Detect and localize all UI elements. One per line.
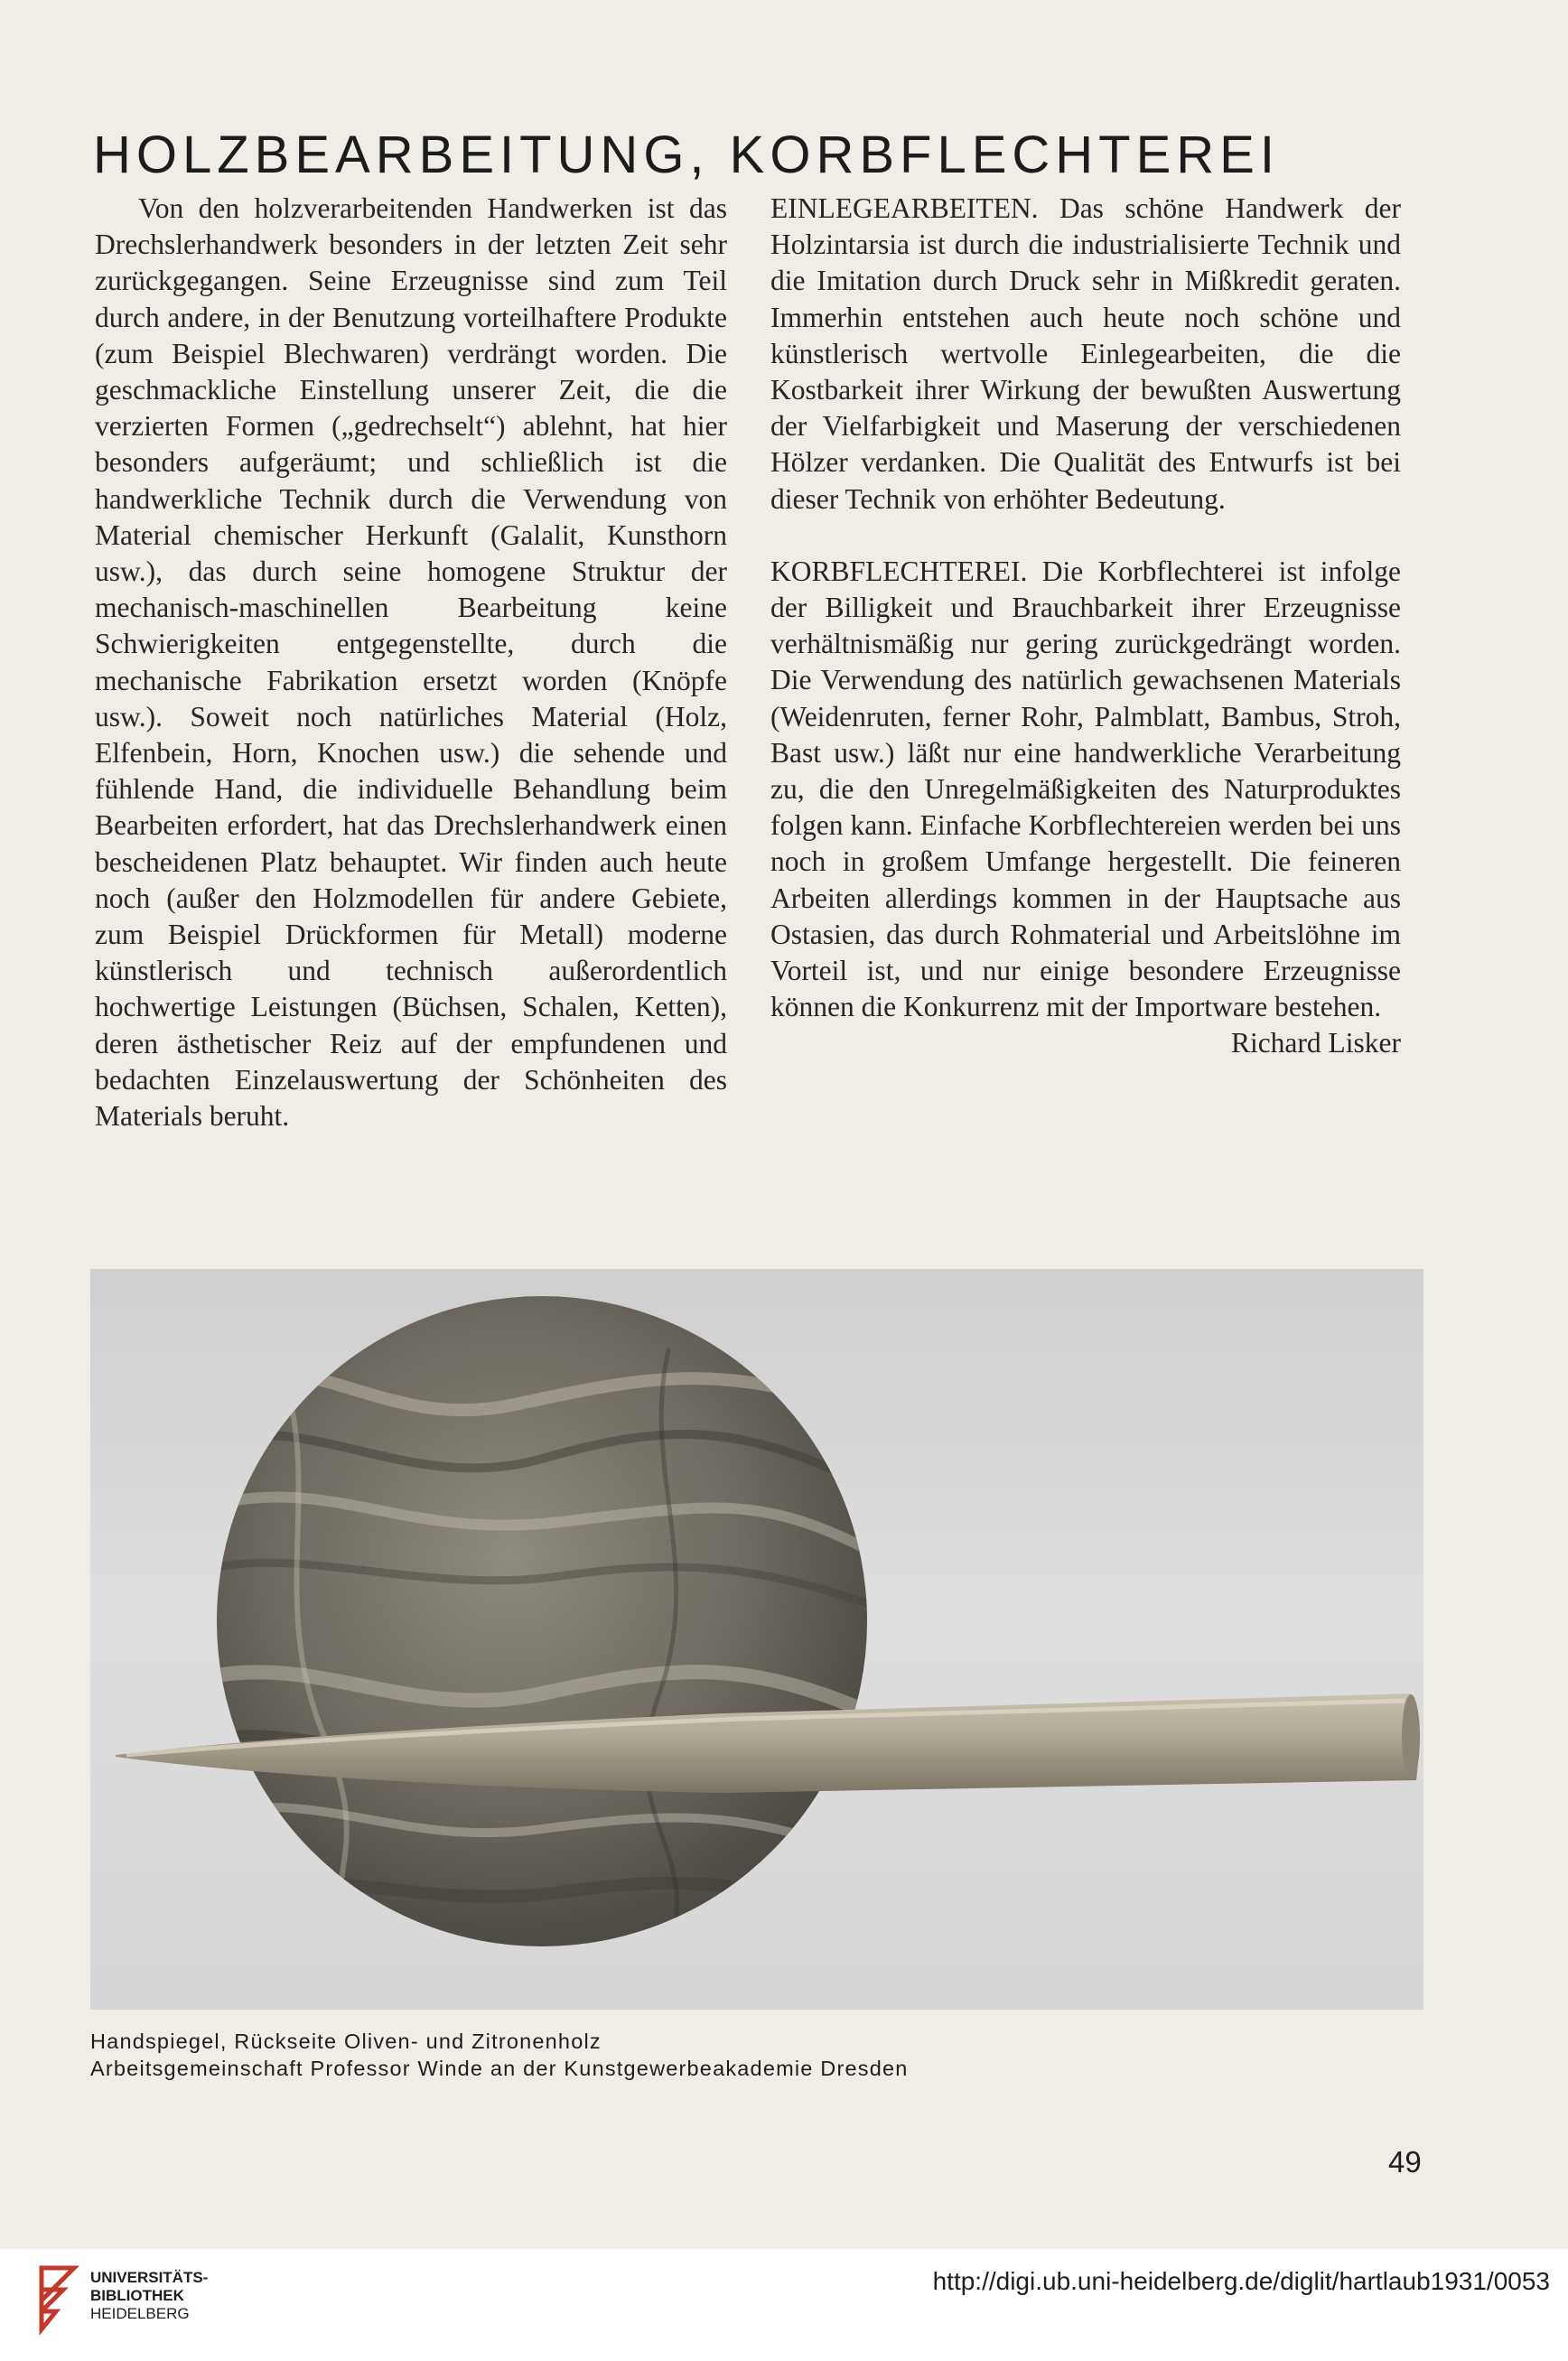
- library-name-line-3: HEIDELBERG: [90, 2305, 190, 2322]
- author-signature: Richard Lisker: [1230, 1027, 1401, 1059]
- source-url-link[interactable]: http://digi.ub.uni-heidelberg.de/diglit/hartlaub1931/0053: [932, 2267, 1550, 2295]
- library-name-line-1: UNIVERSITÄTS-: [90, 2269, 209, 2286]
- right-text-column: [770, 191, 1401, 1062]
- left-text-column: [95, 191, 727, 1134]
- drechsler-paragraph: Von den holzverarbeitenden Handwerken ist das Drechslerhandwerk besonders in der letzten Zeit sehr zurückgegangen. Seine Erzeugnisse sind zum Teil durch andere, in der Benutzung vorteilhaftere Produkte (zum Beispiel Blechwaren) verdrängt worden. Die geschmackliche Einstellung unserer Zeit, die die verzierten Formen („gedrechselt“) ablehnt, hat hier besonders aufgeräumt; und schließlich ist die handwerkliche Technik durch die Verwendung von Material chemischer Herkunft (Galalit, Kunsthorn usw.), das durch seine homogene Struktur der mechanisch-maschinellen Bearbeitung keine Schwierigkeiten entgegenstellte, durch die mechanische Fabrikation ersetzt worden (Knöpfe usw.). Soweit noch natürliches Material (Holz, Elfenbein, Horn, Knochen usw.) die sehende und fühlende Hand, die individuelle Behandlung beim Bearbeiten erfordert, hat das Drechslerhandwerk einen bescheidenen Platz behauptet. Wir finden auch heute noch (außer den Holzmodellen für andere Gebiete, zum Beispiel Drückformen für Metall) moderne künstlerisch und technisch außerordentlich hochwertige Leistungen (Büchsen, Schalen, Ketten), deren ästhetischer Reiz auf der empfundenen und bedachten Einzelauswertung der Schönheiten des Materials beruht.: [95, 192, 727, 1133]
- article-headline: HOLZBEARBEITUNG, KORBFLECHTEREI: [93, 126, 1280, 184]
- photo-caption: [90, 2028, 909, 2082]
- digitization-footer: [0, 2249, 1568, 2361]
- wood-disc: [217, 1296, 867, 1955]
- library-name-line-2: BIBLIOTHEK: [90, 2287, 184, 2304]
- einlegearbeiten-paragraph: EINLEGEARBEITEN. Das schöne Handwerk der Holzintarsia ist durch die industrialisierte Technik und die Imitation durch Druck sehr in Mißkredit geraten. Immerhin entstehen auch heute noch schöne und künstlerisch wertvolle Einlegearbeiten, die die Kostbarkeit ihrer Wirkung der bewußten Auswertung der Vielfarbigkeit und Maserung der verschiedenen Hölzer verdanken. Die Qualität des Entwurfs ist bei dieser Technik von erhöhter Bedeutung.: [770, 192, 1401, 515]
- korbflechterei-paragraph: KORBFLECHTEREI. Die Korbflechterei ist infolge der Billigkeit und Brauchbarkeit ihrer Erzeugnisse verhältnismäßig nur gering zurückgedrängt worden. Die Verwendung des natürlich gewachsenen Materials (Weidenruten, ferner Rohr, Palmblatt, Bambus, Stroh, Bast usw.) läßt nur eine handwerkliche Verarbeitung zu, die den Unregelmäßigkeiten des Naturproduktes folgen kann. Einfache Korbflechtereien werden bei uns noch in großem Umfange hergestellt. Die feineren Arbeiten allerdings kommen in der Hauptsache aus Ostasien, das durch Rohmaterial und Arbeitslöhne im Vorteil ist, und nur einige besondere Erzeugnisse können die Konkurrenz mit der Importware bestehen.: [770, 555, 1401, 1023]
- library-name: [90, 2269, 208, 2323]
- caption-line-2: Arbeitsgemeinschaft Professor Winde an der Kunstgewerbeakademie Dresden: [90, 2057, 909, 2080]
- caption-line-1: Handspiegel, Rückseite Oliven- und Zitronenholz: [90, 2030, 602, 2053]
- hand-mirror-photo: [90, 1269, 1423, 2010]
- page-number: 49: [1388, 2145, 1422, 2179]
- university-library-logo-icon: [36, 2263, 79, 2335]
